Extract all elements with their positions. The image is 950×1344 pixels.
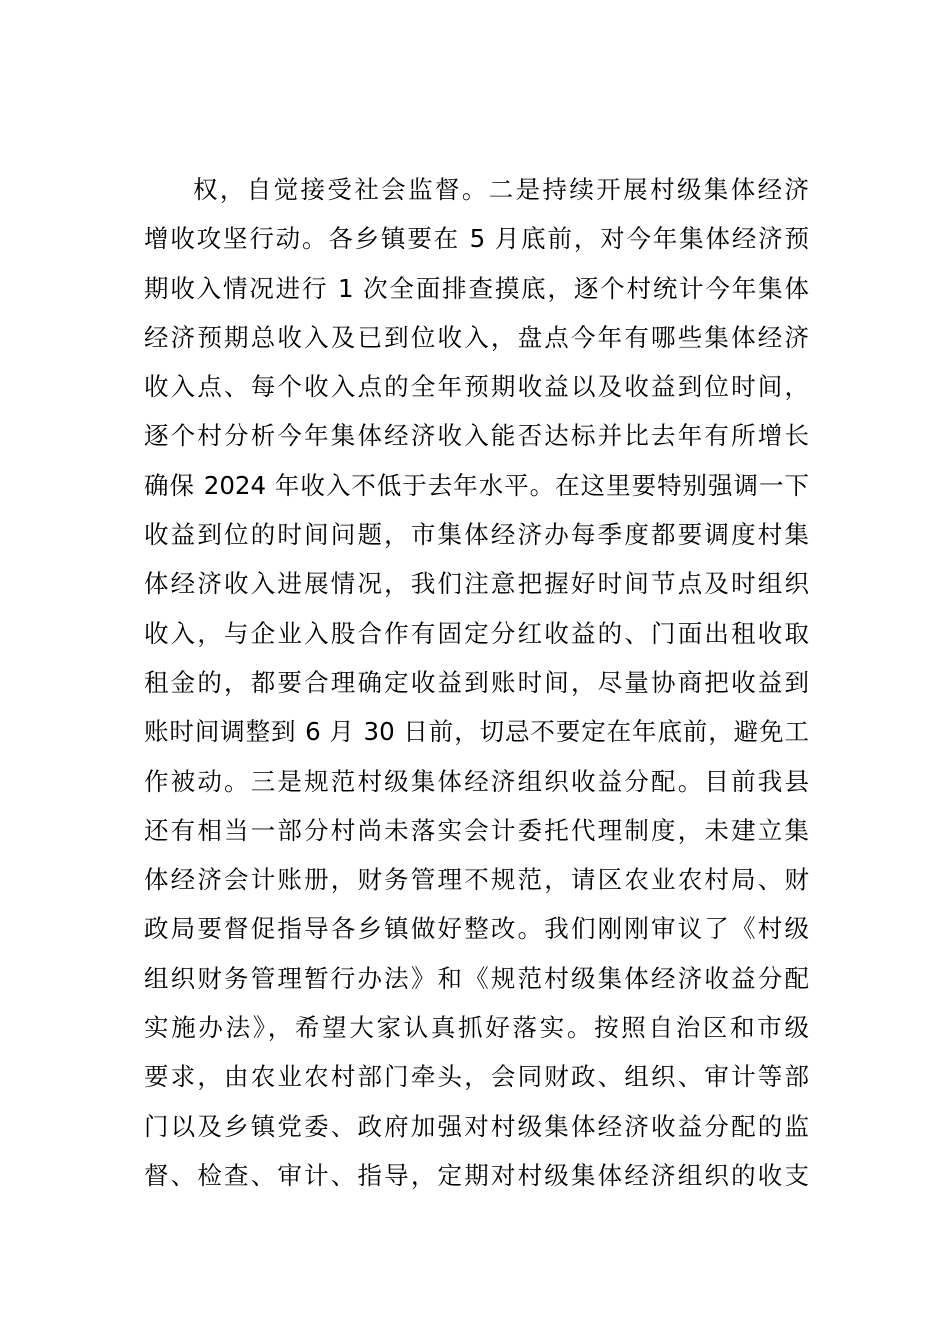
text-line: 账时间调整到 6 月 30 日前，切忌不要定在年底前，避免工: [144, 717, 809, 747]
text-line: 经济预期总收入及已到位收入，盘点今年有哪些集体经济: [144, 322, 809, 352]
text-line: 门以及乡镇党委、政府加强对村级集体经济收益分配的监: [144, 1111, 809, 1141]
text-line: 收入点、每个收入点的全年预期收益以及收益到位时间，: [144, 372, 809, 402]
text-line: 要求，由农业农村部门牵头，会同财政、组织、审计等部: [144, 1062, 809, 1092]
text-line: 实施办法》，希望大家认真抓好落实。按照自治区和市级: [144, 1013, 809, 1043]
text-line: 政局要督促指导各乡镇做好整改。我们刚刚审议了《村级: [144, 914, 809, 944]
text-line: 权，自觉接受社会监督。二是持续开展村级集体经济: [193, 175, 809, 204]
text-line: 督、检查、审计、指导，定期对村级集体经济组织的收支: [144, 1160, 809, 1190]
text-line: 组织财务管理暂行办法》和《规范村级集体经济收益分配: [144, 963, 809, 993]
text-line: 收益到位的时间问题，市集体经济办每季度都要调度村集: [144, 520, 809, 550]
body-text: [144, 165, 809, 1200]
text-line: 体经济会计账册，财务管理不规范，请区农业农村局、财: [144, 865, 809, 895]
text-line: 期收入情况进行 1 次全面排查摸底，逐个村统计今年集体: [144, 273, 809, 303]
text-line: 还有相当一部分村尚未落实会计委托代理制度，未建立集: [144, 815, 809, 845]
text-line: 体经济收入进展情况，我们注意把握好时间节点及时组织: [144, 569, 809, 599]
text-line: 增收攻坚行动。各乡镇要在 5 月底前，对今年集体经济预: [144, 224, 809, 254]
text-line: 作被动。三是规范村级集体经济组织收益分配。目前我县: [144, 766, 809, 796]
text-line: 租金的，都要合理确定收益到账时间，尽量协商把收益到: [144, 667, 809, 697]
text-line: 确保 2024 年收入不低于去年水平。在这里要特别强调一下: [144, 470, 809, 500]
text-line: 逐个村分析今年集体经济收入能否达标并比去年有所增长: [144, 421, 809, 451]
text-line: 收入，与企业入股合作有固定分红收益的、门面出租收取: [144, 618, 809, 648]
